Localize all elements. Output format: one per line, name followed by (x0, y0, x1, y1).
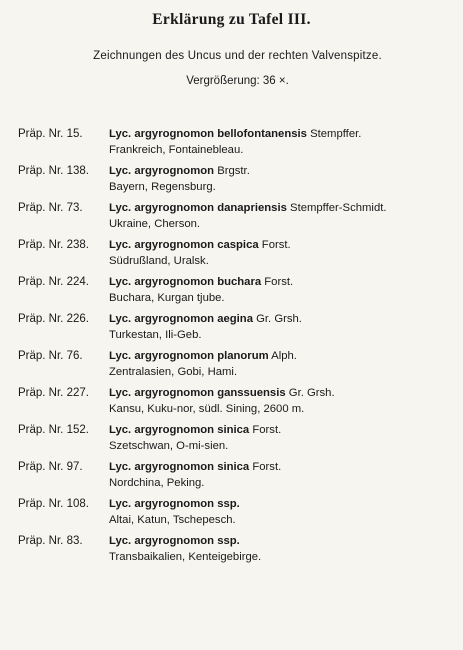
subspecies: sinica (217, 424, 250, 436)
subspecies: danapriensis (217, 202, 287, 214)
locality: Kansu, Kuku-nor, südl. Sining, 2600 m. (109, 403, 305, 415)
genus: Lyc. (109, 165, 132, 177)
taxon-name (109, 461, 281, 473)
list-item (0, 313, 463, 350)
species: argyrognomon (134, 239, 215, 251)
subspecies: sinica (217, 461, 250, 473)
genus: Lyc. (109, 202, 132, 214)
genus: Lyc. (109, 461, 132, 473)
species: argyrognomon (134, 128, 215, 140)
taxon-name (109, 535, 240, 547)
locality: Südrußland, Uralsk. (109, 255, 209, 267)
locality: Transbaikalien, Kenteigebirge. (109, 551, 262, 563)
species: argyrognomon (134, 461, 215, 473)
preparation-number: Präp. Nr. 73. (18, 202, 83, 214)
species: argyrognomon (134, 498, 215, 510)
taxon-name (109, 350, 297, 362)
preparation-number: Präp. Nr. 83. (18, 535, 83, 547)
author: Stempffer-Schmidt. (290, 202, 387, 214)
taxon-name (109, 128, 361, 140)
locality: Bayern, Regensburg. (109, 181, 216, 193)
preparation-number: Präp. Nr. 227. (18, 387, 89, 399)
preparation-number: Präp. Nr. 97. (18, 461, 83, 473)
subspecies: aegina (217, 313, 253, 325)
author: Stempffer. (310, 128, 362, 140)
subspecies: ssp. (217, 535, 240, 547)
genus: Lyc. (109, 239, 132, 251)
taxon-name (109, 239, 291, 251)
genus: Lyc. (109, 128, 132, 140)
species: argyrognomon (134, 535, 215, 547)
author: Forst. (264, 276, 294, 288)
locality: Frankreich, Fontainebleau. (109, 144, 244, 156)
subspecies: ssp. (217, 498, 240, 510)
author: Forst. (252, 424, 282, 436)
preparation-number: Präp. Nr. 76. (18, 350, 83, 362)
subspecies: planorum (217, 350, 269, 362)
locality: Szetschwan, O-mi-sien. (109, 440, 229, 452)
page-subtitle: Zeichnungen des Uncus und der rechten Valvenspitze. (93, 50, 382, 62)
genus: Lyc. (109, 498, 132, 510)
author: Forst. (252, 461, 282, 473)
genus: Lyc. (109, 387, 132, 399)
preparation-number: Präp. Nr. 108. (18, 498, 89, 510)
locality: Buchara, Kurgan tjube. (109, 292, 225, 304)
preparation-number: Präp. Nr. 238. (18, 239, 89, 251)
genus: Lyc. (109, 424, 132, 436)
preparation-number: Präp. Nr. 138. (18, 165, 89, 177)
species: argyrognomon (134, 387, 215, 399)
species: argyrognomon (134, 350, 215, 362)
author: Alph. (271, 350, 297, 362)
species: argyrognomon (134, 276, 215, 288)
list-item (0, 498, 463, 535)
taxon-name (109, 165, 250, 177)
locality: Ukraine, Cherson. (109, 218, 201, 230)
author: Forst. (261, 239, 291, 251)
preparation-number: Präp. Nr. 15. (18, 128, 83, 140)
taxon-name (109, 276, 293, 288)
species: argyrognomon (134, 424, 215, 436)
locality: Zentralasien, Gobi, Hami. (109, 366, 238, 378)
locality: Turkestan, Ili-Geb. (109, 329, 202, 341)
list-item (0, 128, 463, 165)
preparation-number: Präp. Nr. 226. (18, 313, 89, 325)
plate-legend-list (0, 128, 463, 572)
locality: Nordchina, Peking. (109, 477, 205, 489)
subspecies: ganssuensis (217, 387, 286, 399)
genus: Lyc. (109, 313, 132, 325)
subspecies: bellofontanensis (217, 128, 307, 140)
list-item (0, 276, 463, 313)
list-item (0, 535, 463, 572)
list-item (0, 239, 463, 276)
genus: Lyc. (109, 276, 132, 288)
species: argyrognomon (134, 202, 215, 214)
page-title: Erklärung zu Tafel III. (152, 11, 311, 28)
list-item (0, 461, 463, 498)
author: Gr. Grsh. (288, 387, 335, 399)
genus: Lyc. (109, 350, 132, 362)
taxon-name (109, 498, 240, 510)
genus: Lyc. (109, 535, 132, 547)
list-item (0, 350, 463, 387)
list-item (0, 424, 463, 461)
species: argyrognomon (134, 165, 215, 177)
magnification-note: Vergrößerung: 36 ×. (186, 75, 289, 87)
subspecies: buchara (217, 276, 262, 288)
list-item (0, 202, 463, 239)
preparation-number: Präp. Nr. 152. (18, 424, 89, 436)
taxon-name (109, 424, 281, 436)
locality: Altai, Katun, Tschepesch. (109, 514, 236, 526)
taxon-name (109, 313, 302, 325)
taxon-name (109, 387, 335, 399)
author: Gr. Grsh. (256, 313, 302, 325)
preparation-number: Präp. Nr. 224. (18, 276, 89, 288)
author: Brgstr. (217, 165, 250, 177)
species: argyrognomon (134, 313, 215, 325)
list-item (0, 387, 463, 424)
list-item (0, 165, 463, 202)
subspecies: caspica (217, 239, 259, 251)
taxon-name (109, 202, 387, 214)
